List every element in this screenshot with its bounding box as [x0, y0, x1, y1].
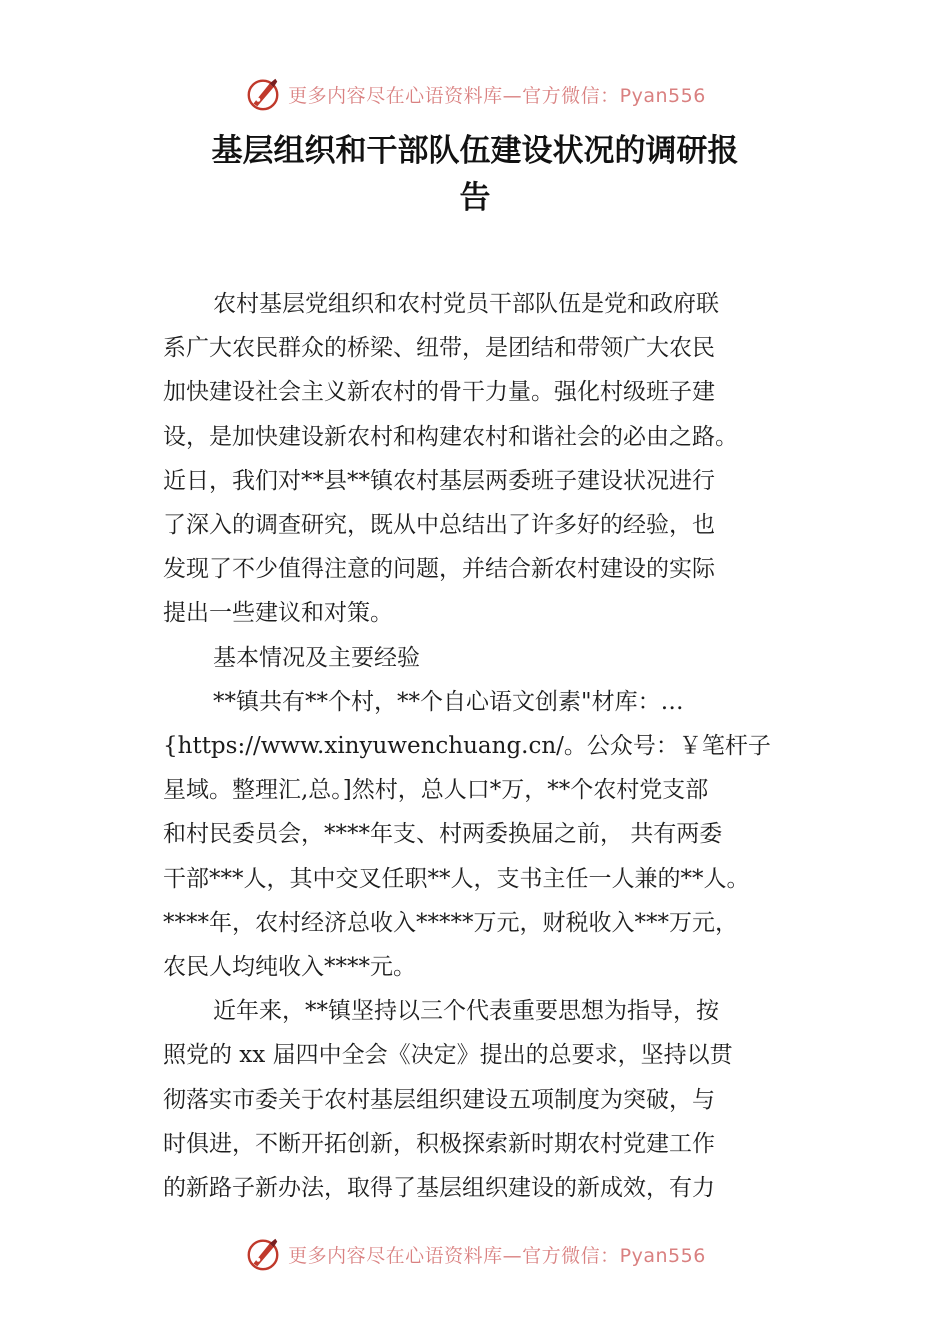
pen-nib-logo-icon — [244, 1235, 282, 1273]
document-title — [180, 128, 770, 222]
text-line: 干部***人，其中交叉任职**人，支书主任一人兼的**人。 — [163, 865, 750, 892]
text-line: 近日，我们对**县**镇农村基层两委班子建设状况进行 — [163, 467, 715, 494]
text-line: 和村民委员会，****年支、村两委换届之前， 共有两委 — [163, 821, 723, 848]
watermark-text: 更多内容尽在心语资料库—官方微信：Pyan556 — [288, 1244, 706, 1267]
title-line: 告 — [459, 180, 491, 216]
paragraph-basic-info — [163, 680, 813, 989]
title-line: 基层组织和干部队伍建设状况的调研报 — [211, 133, 739, 169]
text-line: 时俱进，不断开拓创新，积极探索新时期农村党建工作 — [163, 1130, 715, 1157]
text-line: 系广大农民群众的桥梁、纽带，是团结和带领广大农民 — [163, 335, 715, 362]
text-line: 的新路子新办法，取得了基层组织建设的新成效，有力 — [163, 1175, 715, 1202]
text-line: 提出一些建议和对策。 — [163, 600, 393, 627]
text-line: {https://www.xinyuwenchuang.cn/。公众号：￥笔杆子 — [163, 733, 771, 760]
watermark-text: 更多内容尽在心语资料库—官方微信：Pyan556 — [288, 84, 706, 107]
text-line: 发现了不少值得注意的问题，并结合新农村建设的实际 — [163, 556, 715, 583]
heading-text: 基本情况及主要经验 — [213, 644, 420, 671]
text-line: 照党的 xx 届四中全会《决定》提出的总要求，坚持以贯 — [163, 1042, 733, 1069]
text-line: 设，是加快建设新农村和构建农村和谐社会的必由之路。 — [163, 423, 738, 450]
text-line: 近年来，**镇坚持以三个代表重要思想为指导，按 — [213, 998, 719, 1025]
pen-nib-logo-icon — [244, 75, 282, 113]
paragraph-recent-years — [163, 989, 813, 1210]
text-line: 了深入的调查研究，既从中总结出了许多好的经验，也 — [163, 512, 715, 539]
text-line: 农村基层党组织和农村党员干部队伍是党和政府联 — [213, 291, 719, 317]
footer-watermark — [0, 1232, 950, 1276]
text-line: 星域。整理汇,总。]然村，总人口*万，**个农村党支部 — [163, 777, 709, 804]
text-line: 农民人均纯收入****元。 — [163, 954, 416, 981]
header-watermark — [0, 72, 950, 116]
text-line: 加快建设社会主义新农村的骨干力量。强化村级班子建 — [163, 379, 715, 406]
text-line: **镇共有**个村，**个自心语文创素"材库：… — [213, 688, 684, 715]
section-heading — [163, 636, 813, 680]
text-line: 彻落实市委关于农村基层组织建设五项制度为突破，与 — [163, 1086, 715, 1113]
text-line: ****年，农村经济总收入*****万元，财税收入***万元， — [163, 909, 738, 936]
paragraph-intro — [163, 282, 813, 636]
document-body — [163, 282, 813, 1210]
